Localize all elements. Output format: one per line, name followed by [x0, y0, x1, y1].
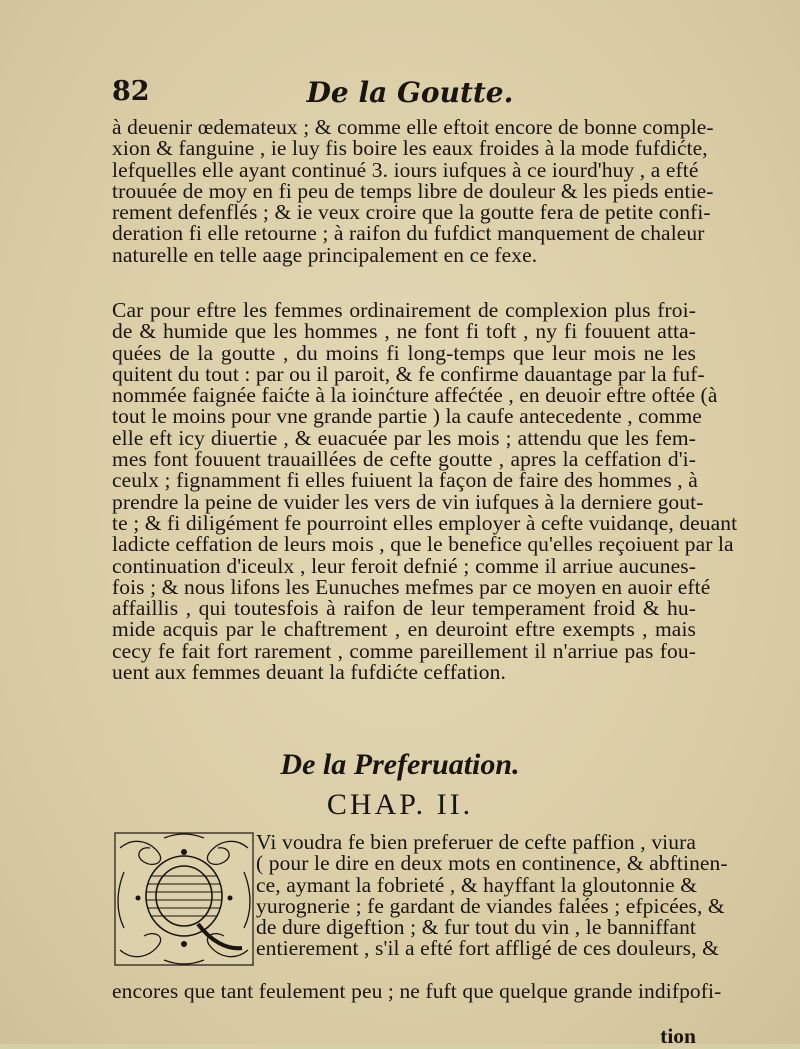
text-line: prendre la peine de vuider les vers de vin iufques à la derniere gout- — [112, 489, 704, 514]
text-line: yurognerie ; fe gardant de viandes falées ; efpicées, & — [256, 893, 725, 918]
text-line: elle eft icy diuertie , & euacuée par les mois ; attendu que les fem- — [112, 425, 696, 450]
text-line: de dure digeftion ; & fur tout du vin , le banniffant — [256, 915, 696, 940]
text-line: à deuenir œdemateux ; & comme elle eftoit encore de bonne comple- — [112, 115, 714, 139]
text-line: ( pour le dire en deux mots en continence, & abftinen- — [256, 851, 728, 876]
text-line: entierement , s'il a efté fort affligé de ces douleurs, & — [256, 936, 719, 961]
text-line: ceulx ; fignamment fi elles fuiuent la façon de faire des hommes , à — [112, 468, 698, 493]
ornamental-initial — [114, 832, 254, 966]
text-line: de & humide que les hommes , ne font fi toft , ny fi fouuent atta- — [112, 319, 696, 344]
text-line: nommée faignée faićte à la ioinćture affećtée , en deuoir eftre oftée (à — [112, 383, 718, 408]
text-line: te ; & fi diligément fe pourroint elles employer à cefte vuidanqe, deuant — [112, 510, 738, 535]
text-line: rement defenflés ; & ie veux croire que la goutte fera de petite confi- — [112, 200, 711, 225]
text-line: quitent du tout : par ou il paroit, & fe confirme dauantage par la fuf- — [112, 361, 705, 386]
text-line: ce, aymant la fobrieté , & hayffant la gloutonnie & — [256, 872, 698, 897]
section-title: De la Preferuation. — [280, 748, 520, 781]
text-line: naturelle en telle aage principalement en ce fexe. — [112, 242, 538, 267]
text-line: Vi voudra fe bien preferuer de cefte paffion , viura — [256, 830, 696, 854]
ornamental-initial-q-icon — [114, 832, 254, 966]
text-line: fois ; & nous lifons les Eunuches mefmes par ce moyen en auoir efté — [112, 574, 711, 599]
paragraph-3-continuation — [112, 979, 722, 1003]
text-line: continuation d'iceulx , leur feroit defnié ; comme il arriue aucunes- — [112, 553, 696, 578]
text-line: uent aux femmes deuant la fufdićte ceffation. — [112, 660, 506, 685]
text-line: mes font fouuent trauaillées de cefte goutte , apres la ceffation d'i- — [112, 447, 696, 472]
text-line: encores que tant feulement peu ; ne fuft que quelque grande indifpofi- — [112, 979, 722, 1003]
text-line: quées de la goutte , du moins fi long-temps que leur mois ne les — [112, 340, 696, 365]
page-number: 82 — [112, 76, 150, 107]
text-line: deration fi elle retourne ; à raifon du fufdict manquement de chaleur — [112, 221, 705, 246]
paragraph-2 — [112, 298, 738, 685]
text-line: trouuée de moy en fi peu de temps libre de douleur & les pieds entie- — [112, 178, 714, 203]
text-line: lefquelles elle ayant continué 3. iours iufques à ce iourd'huy , a efté — [112, 157, 699, 182]
text-line: affaillis , qui toutesfois à raifon de leur temperament froid & hu- — [112, 596, 696, 621]
text-line: mide acquis par le chaftrement , en deuroint eftre exempts , mais — [112, 617, 696, 642]
catchword: tion — [660, 1024, 696, 1048]
text-line: ladicte ceffation de leurs mois , que le benefice qu'elles reçoiuent par la — [112, 532, 734, 557]
text-line: xion & fanguine , ie luy fis boire les eaux froides à la mode fufdićte, — [112, 136, 708, 161]
paragraph-3 — [256, 830, 728, 961]
chapter-heading: CHAP. II. — [326, 788, 474, 821]
text-line: Car pour eftre les femmes ordinairement de complexion plus froi- — [112, 298, 696, 322]
text-line: cecy fe fait fort rarement , comme pareillement il n'arriue pas fou- — [112, 638, 696, 663]
running-title: De la Goutte. — [306, 76, 514, 109]
text-line: tout le moins pour vne grande partie ) la caufe antecedente , comme — [112, 404, 702, 429]
paragraph-1 — [112, 115, 714, 267]
page-header — [110, 76, 710, 118]
